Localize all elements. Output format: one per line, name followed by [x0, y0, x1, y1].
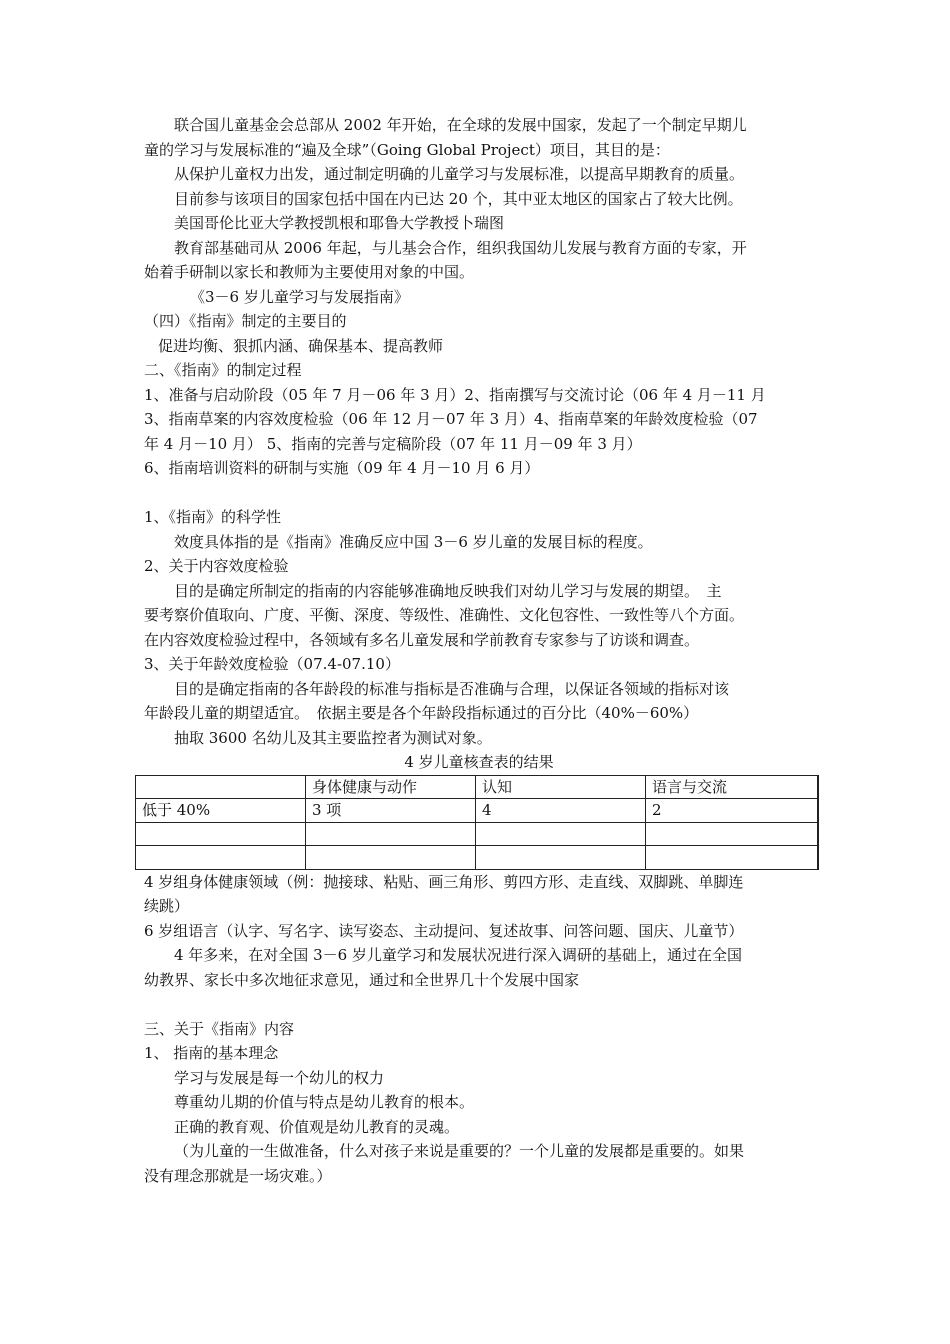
- paragraph-line: 目的是确定指南的各年龄段的标准与指标是否准确与合理，以保证各领域的指标对该: [174, 679, 730, 698]
- section-heading: 二、《指南》的制定过程: [144, 361, 302, 379]
- paragraph-line: 正确的教育观、价值观是幼儿教育的灵魂。: [174, 1117, 460, 1136]
- table-cell: [306, 822, 476, 846]
- checklist-results-table: [135, 775, 819, 870]
- paragraph-line: 从保护儿童权力出发，通过制定明确的儿童学习与发展标准，以提高早期教育的质量。: [174, 165, 745, 183]
- table-row: [136, 846, 818, 870]
- paragraph-line: 4 岁组身体健康领域（例：抛接球、粘贴、画三角形、剪四方形、走直线、双脚跳、单脚连: [144, 872, 744, 891]
- paragraph-line: 年 4 月－10 月） 5、指南的完善与定稿阶段（07 年 11 月－09 年 3 月）: [144, 434, 642, 453]
- paragraph-line: 在内容效度检验过程中，各领域有多名儿童发展和学前教育专家参与了访谈和调查。: [144, 630, 700, 649]
- paragraph-line: 幼教界、家长中多次地征求意见，通过和全世界几十个发展中国家: [144, 970, 580, 989]
- table-header-cell: 身体健康与动作: [306, 775, 476, 799]
- table-cell: 4: [476, 799, 646, 823]
- subsection-heading: 3、关于年龄效度检验（07.4-07.10）: [144, 655, 400, 673]
- table-cell: [646, 822, 818, 846]
- paragraph-line: 3、指南草案的内容效度检验（06 年 12 月－07 年 3 月）4、指南草案的年龄效度检验（07: [144, 410, 758, 428]
- table-row: [136, 799, 818, 823]
- paragraph-line: （为儿童的一生做准备，什么对孩子来说是重要的？一个儿童的发展都是重要的。如果: [174, 1142, 745, 1160]
- subsection-heading: 2、关于内容效度检验: [144, 557, 289, 575]
- blank-line: [144, 481, 814, 506]
- paragraph-line: 没有理念那就是一场灾难。）: [144, 1166, 332, 1185]
- table-cell: [476, 822, 646, 846]
- paragraph-line: 6 岁组语言（认字、写名字、读写姿态、主动提问、复述故事、问答问题、国庆、儿童节）: [144, 921, 744, 940]
- paragraph-line: 4 年多来，在对全国 3－6 岁儿童学习和发展状况进行深入调研的基础上，通过在全国: [174, 946, 742, 964]
- paragraph-line: 促进均衡、狠抓内涵、确保基本、提高教师: [158, 336, 444, 355]
- table-cell: [136, 822, 306, 846]
- guide-title-line: 《3－6 岁儿童学习与发展指南》: [190, 287, 409, 306]
- paragraph-line: 美国哥伦比亚大学教授凯根和耶鲁大学教授卜瑞图: [174, 214, 505, 232]
- paragraph-line: 始着手研制以家长和教师为主要使用对象的中国。: [144, 263, 475, 281]
- table-caption: 4 岁儿童核查表的结果: [404, 753, 554, 771]
- table-header-cell: [136, 775, 306, 799]
- subsection-heading: 1、《指南》的科学性: [144, 508, 282, 526]
- table-cell: [476, 846, 646, 870]
- paragraph-line: 联合国儿童基金会总部从 2002 年开始，在全球的发展中国家，发起了一个制定早期儿: [174, 116, 747, 134]
- table-cell: 低于 40%: [136, 799, 306, 823]
- table-cell: [136, 846, 306, 870]
- table-cell: [306, 846, 476, 870]
- table-cell: 2: [646, 799, 818, 823]
- table-cell: [646, 846, 818, 870]
- blank-line: [144, 992, 814, 1017]
- paragraph-line: 学习与发展是每一个幼儿的权力: [174, 1068, 385, 1087]
- paragraph-line: 续跳）: [144, 897, 190, 915]
- paragraph-line: 要考察价值取向、广度、平衡、深度、等级性、准确性、文化包容性、一致性等八个方面。: [144, 606, 745, 624]
- table-header-row: [136, 775, 818, 799]
- paragraph-line: 1、准备与启动阶段（05 年 7 月－06 年 3 月）2、指南撰写与交流讨论（06 年 4 月－11 月: [144, 385, 766, 404]
- paragraph-line: 目的是确定所制定的指南的内容能够准确地反映我们对幼儿学习与发展的期望。 主: [174, 581, 722, 600]
- table-header-cell: 语言与交流: [646, 775, 818, 799]
- paragraph-line: 尊重幼儿期的价值与特点是幼儿教育的根本。: [174, 1093, 475, 1111]
- subsection-heading: 1、 指南的基本理念: [144, 1044, 279, 1062]
- paragraph-line: 年龄段儿童的期望适宜。 依据主要是各个年龄段指标通过的百分比（40%－60%）: [144, 704, 699, 722]
- paragraph-line: 教育部基础司从 2006 年起，与儿基会合作，组织我国幼儿发展与教育方面的专家，开: [174, 238, 747, 257]
- section-heading: （四）《指南》制定的主要目的: [144, 312, 347, 330]
- paragraph-line: 6、指南培训资料的研制与实施（09 年 4 月－10 月 6 月）: [144, 459, 540, 477]
- section-heading: 三、关于《指南》内容: [144, 1019, 295, 1038]
- paragraph-line: 抽取 3600 名幼儿及其主要监控者为测试对象。: [174, 728, 492, 747]
- paragraph-line: 效度具体指的是《指南》准确反应中国 3－6 岁儿童的发展目标的程度。: [174, 532, 653, 551]
- paragraph-line: 童的学习与发展标准的“遍及全球”（Going Global Project）项目，其目的是：: [144, 140, 670, 159]
- document-page: [144, 113, 814, 1188]
- table-row: [136, 822, 818, 846]
- paragraph-line: 目前参与该项目的国家包括中国在内已达 20 个，其中亚太地区的国家占了较大比例。: [174, 189, 743, 208]
- table-header-cell: 认知: [476, 775, 646, 799]
- table-cell: 3 项: [306, 799, 476, 823]
